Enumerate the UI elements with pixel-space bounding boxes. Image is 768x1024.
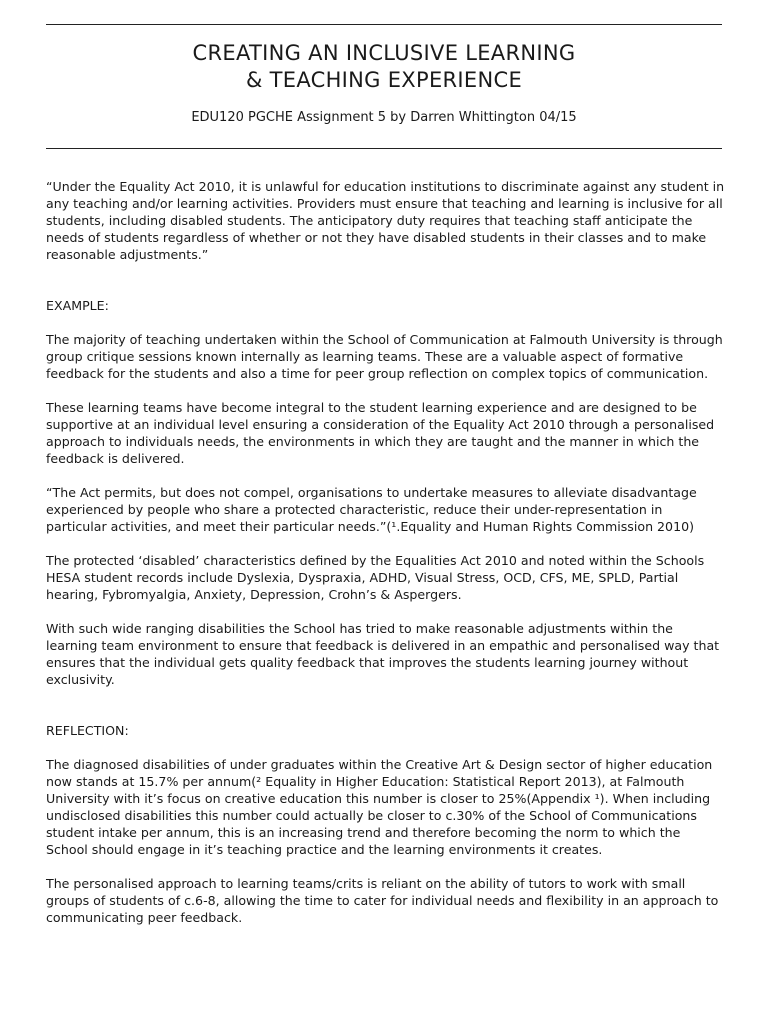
- title-line-1: CREATING AN INCLUSIVE LEARNING: [192, 41, 576, 65]
- paragraph-learning-teams-integral: These learning teams have become integral to the student learning experience and are designed to be supportive at an individual level ensuring a consideration of the Equality Act 2010 through a personalised approach to individuals needs, the environments in which they are taught and the manner in which the feedback is delivered.: [46, 400, 715, 466]
- paragraph-reasonable-adjustments: With such wide ranging disabilities the School has tried to make reasonable adjustments within the learning team environment to ensure that feedback is delivered in an empathic and personalised way that ensures that the individual gets quality feedback that improves the students learning journey without exclusivity.: [46, 621, 720, 687]
- paragraph-quote-act-permits: “The Act permits, but does not compel, organisations to undertake measures to alleviate disadvantage experienced by people who share a protected characteristic, reduce their under-representation in particular activities, and meet their particular needs.”(¹.Equality and Human Rights Commission 2010): [46, 485, 697, 534]
- title-line-2: & TEACHING EXPERIENCE: [245, 68, 523, 92]
- section-heading-reflection: REFLECTION:: [46, 723, 129, 738]
- paragraph-learning-teams-intro: The majority of teaching undertaken within the School of Communication at Falmouth University is through group critique sessions known internally as learning teams. These are a valuable aspect of formative feedback for the students and also a time for peer group reflection on complex topics of communication.: [46, 332, 723, 381]
- document-subtitle: EDU120 PGCHE Assignment 5 by Darren Whittington 04/15: [191, 110, 577, 125]
- top-divider: [46, 24, 722, 25]
- document-body: [46, 178, 726, 926]
- paragraph-protected-characteristics: The protected ‘disabled’ characteristics defined by the Equalities Act 2010 and noted within the Schools HESA student records include Dyslexia, Dyspraxia, ADHD, Visual Stress, OCD, CFS, ME, SPLD, Partial hearing, Fybromyalgia, Anxiety, Depression, Crohn’s & Aspergers.: [46, 553, 705, 602]
- section-heading-example: EXAMPLE:: [46, 298, 109, 313]
- document-title: [46, 40, 722, 94]
- bottom-divider: [46, 148, 722, 149]
- paragraph-personalised-approach: The personalised approach to learning teams/crits is reliant on the ability of tutors to work with small groups of students of c.6-8, allowing the time to cater for individual needs and flexibility in an approach to communicating peer feedback.: [46, 876, 719, 925]
- paragraph-diagnosed-disabilities: The diagnosed disabilities of under graduates within the Creative Art & Design sector of higher education now stands at 15.7% per annum(² Equality in Higher Education: Statistical Report 2013), at Falmouth University with it’s focus on creative education this number is closer to 25%(Appendix ¹). When including undisclosed disabilities this number could actually be closer to c.30% of the School of Communications student intake per annum, this is an increasing trend and therefore becoming the norm to which the School should engage in it’s teaching practice and the learning environments it creates.: [46, 757, 713, 857]
- paragraph-quote-equality-act: “Under the Equality Act 2010, it is unlawful for education institutions to discriminate against any student in any teaching and/or learning activities. Providers must ensure that teaching and learning is inclusive for all students, including disabled students. The anticipatory duty requires that teaching staff anticipate the needs of students regardless of whether or not they have disabled students in their classes and to make reasonable adjustments.”: [46, 179, 725, 262]
